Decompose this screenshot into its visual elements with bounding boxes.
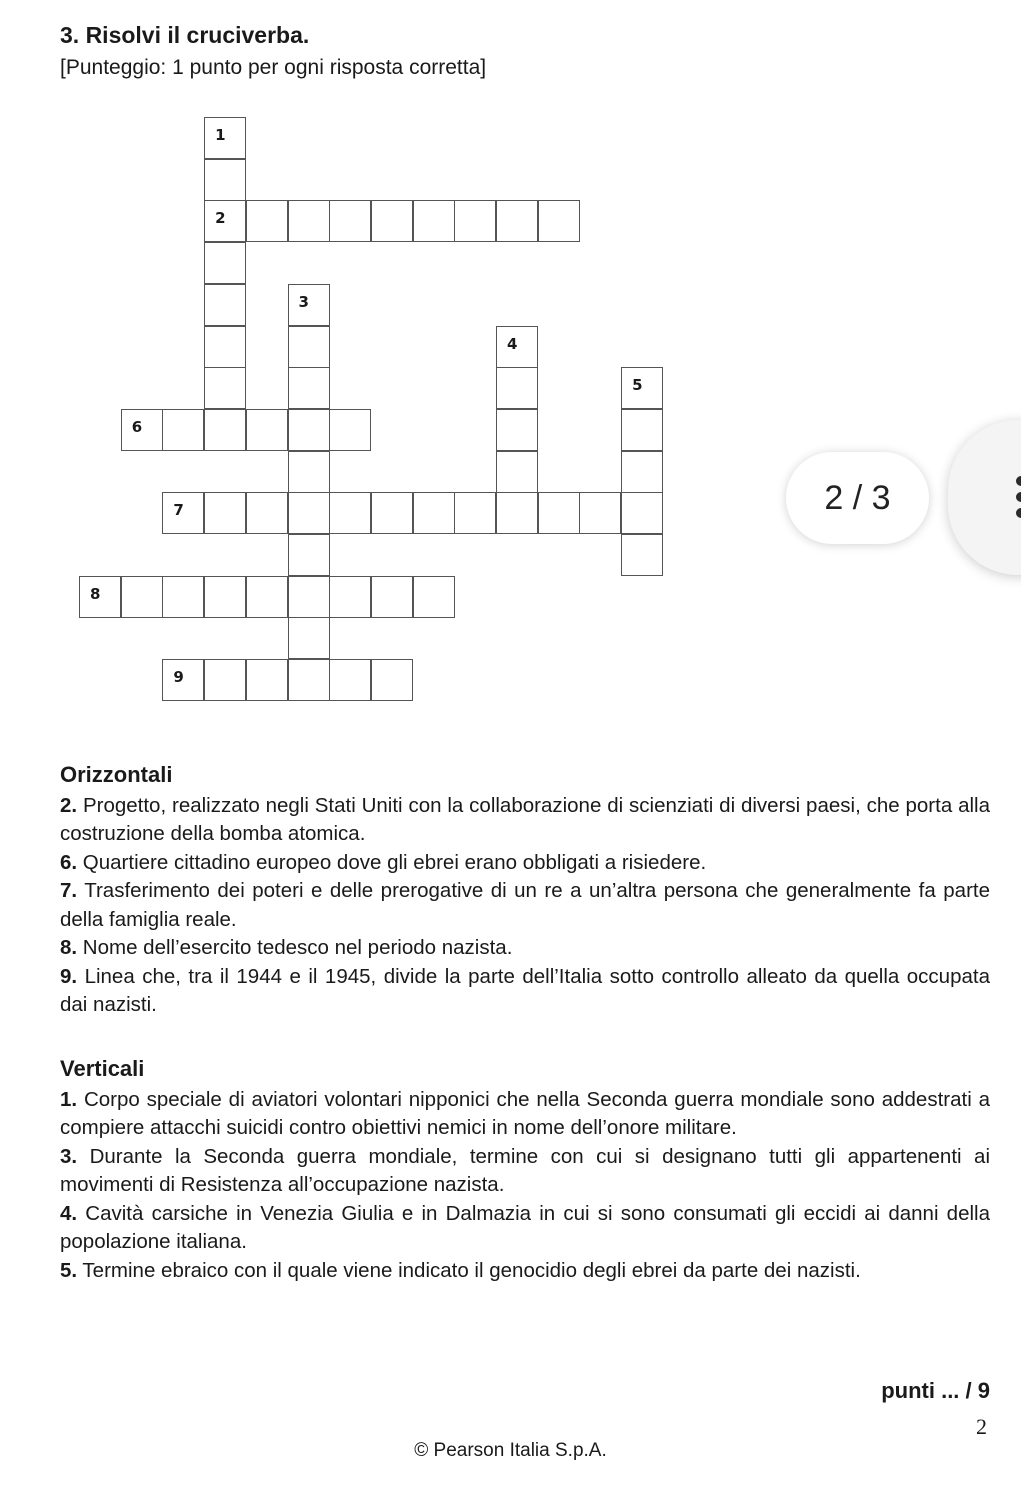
crossword-cell[interactable] bbox=[288, 326, 330, 368]
page-indicator-text: 2 / 3 bbox=[824, 478, 891, 517]
crossword-cell[interactable] bbox=[288, 576, 330, 618]
more-dot-icon bbox=[1016, 476, 1021, 486]
clue-item-number: 7. bbox=[60, 879, 78, 902]
crossword-cell[interactable] bbox=[288, 367, 330, 409]
clue-item bbox=[60, 877, 990, 934]
crossword-cell[interactable] bbox=[288, 534, 330, 576]
crossword-cell[interactable] bbox=[204, 326, 246, 368]
clue-item-number: 6. bbox=[60, 850, 78, 874]
crossword-cell[interactable] bbox=[329, 659, 371, 701]
clue-item-text: Durante la Seconda guerra mondiale, termine con cui si designano tutti gli appartenenti ai movimenti di Resistenza all’occupazione nazista. bbox=[60, 1144, 990, 1196]
copyright: © Pearson Italia S.p.A. bbox=[414, 1440, 607, 1461]
more-dot-icon bbox=[1016, 508, 1021, 518]
clue-item-text: Cavità carsiche in Venezia Giulia e in Dalmazia in cui si sono consumati gli eccidi ai danni della popolazione italiana. bbox=[60, 1201, 990, 1253]
clue-item bbox=[60, 1143, 990, 1200]
clue-item-number: 2. bbox=[60, 793, 78, 817]
crossword-cell[interactable] bbox=[204, 242, 246, 284]
clue-item-number: 5. bbox=[60, 1258, 78, 1282]
crossword-cell[interactable] bbox=[246, 659, 288, 701]
more-dot-icon bbox=[1016, 492, 1021, 502]
clue-item bbox=[60, 1257, 990, 1286]
crossword-cell[interactable] bbox=[162, 576, 204, 618]
clue-number: 9 bbox=[173, 668, 184, 687]
crossword-cell[interactable] bbox=[246, 200, 288, 242]
crossword-cell[interactable] bbox=[496, 200, 538, 242]
crossword-cell[interactable] bbox=[288, 451, 330, 493]
clue-item-number: 1. bbox=[60, 1087, 78, 1111]
crossword-cell[interactable] bbox=[538, 492, 580, 534]
down-heading: Verticali bbox=[60, 1056, 145, 1081]
crossword-cell[interactable] bbox=[204, 159, 246, 201]
crossword-cell[interactable] bbox=[246, 492, 288, 534]
clue-item-text: Nome dell’esercito tedesco nel periodo nazista. bbox=[77, 936, 513, 959]
crossword-cell[interactable] bbox=[288, 200, 330, 242]
crossword-cell[interactable] bbox=[621, 451, 663, 493]
clue-item bbox=[60, 934, 990, 963]
points-total: punti ... / 9 bbox=[881, 1378, 990, 1403]
crossword-cell[interactable] bbox=[371, 659, 413, 701]
clue-item bbox=[60, 792, 990, 849]
clue-item-text: Termine ebraico con il quale viene indicato il genocidio degli ebrei da parte dei nazisti. bbox=[77, 1258, 861, 1282]
crossword-cell[interactable] bbox=[162, 659, 204, 701]
crossword-cell[interactable] bbox=[621, 492, 663, 534]
more-options-button[interactable] bbox=[948, 420, 1021, 575]
crossword-cell[interactable] bbox=[204, 200, 246, 242]
clue-item-text: Trasferimento dei poteri e delle prerogative di un re a un’altra persona che generalmente fa parte della famiglia reale. bbox=[60, 879, 990, 931]
crossword-cell[interactable] bbox=[246, 576, 288, 618]
crossword-cell[interactable] bbox=[329, 576, 371, 618]
crossword-cell[interactable] bbox=[288, 617, 330, 659]
crossword-cell[interactable] bbox=[329, 409, 371, 451]
crossword-cell[interactable] bbox=[621, 367, 663, 409]
crossword-cell[interactable] bbox=[496, 367, 538, 409]
clue-item-number: 9. bbox=[60, 964, 78, 988]
crossword-cell[interactable] bbox=[288, 492, 330, 534]
clue-number: 7 bbox=[173, 501, 184, 520]
crossword-cell[interactable] bbox=[621, 534, 663, 576]
crossword-cell[interactable] bbox=[288, 409, 330, 451]
crossword-cell[interactable] bbox=[538, 200, 580, 242]
crossword-cell[interactable] bbox=[204, 284, 246, 326]
clue-item-number: 4. bbox=[60, 1201, 78, 1225]
crossword-cell[interactable] bbox=[246, 409, 288, 451]
clue-item-text: Corpo speciale di aviatori volontari nipponici che nella Seconda guerra mondiale sono addestrati a compiere attacchi suicidi contro obiettivi nemici in nome dell’onore militare. bbox=[60, 1087, 990, 1139]
across-heading: Orizzontali bbox=[60, 762, 173, 787]
crossword-cell[interactable] bbox=[413, 576, 455, 618]
clue-item-text: Linea che, tra il 1944 e il 1945, divide la parte dell’Italia sotto controllo alleato da quella occupata dai nazisti. bbox=[60, 964, 990, 1016]
clue-item-number: 8. bbox=[60, 936, 78, 959]
crossword-cell[interactable] bbox=[121, 576, 163, 618]
crossword-cell[interactable] bbox=[454, 200, 496, 242]
crossword-cell[interactable] bbox=[79, 576, 121, 618]
crossword-cell[interactable] bbox=[329, 492, 371, 534]
clue-item-number: 3. bbox=[60, 1144, 78, 1168]
across-list bbox=[60, 792, 990, 1020]
crossword-cell[interactable] bbox=[496, 326, 538, 368]
crossword-cell[interactable] bbox=[371, 576, 413, 618]
crossword-cell[interactable] bbox=[371, 200, 413, 242]
crossword-cell[interactable] bbox=[288, 659, 330, 701]
crossword-cell[interactable] bbox=[579, 492, 621, 534]
crossword-cell[interactable] bbox=[454, 492, 496, 534]
crossword-cell[interactable] bbox=[204, 409, 246, 451]
clue-item bbox=[60, 963, 990, 1020]
crossword-cell[interactable] bbox=[413, 492, 455, 534]
across-clues bbox=[60, 761, 990, 1020]
crossword-cell[interactable] bbox=[288, 284, 330, 326]
clue-number: 6 bbox=[131, 417, 143, 436]
clue-number: 1 bbox=[215, 126, 226, 144]
clue-number: 8 bbox=[90, 584, 101, 603]
crossword-cell[interactable] bbox=[204, 367, 246, 409]
crossword-cell[interactable] bbox=[204, 659, 246, 701]
clue-number: 5 bbox=[632, 376, 643, 395]
crossword-cell[interactable] bbox=[496, 492, 538, 534]
crossword-cell[interactable] bbox=[496, 451, 538, 493]
clue-item bbox=[60, 1200, 990, 1257]
page-number: 2 bbox=[976, 1414, 987, 1439]
clue-item-text: Progetto, realizzato negli Stati Uniti con la collaborazione di scienziati di diversi paesi, che porta alla costruzione della bomba atomica. bbox=[60, 793, 990, 845]
clue-number: 3 bbox=[298, 292, 309, 311]
crossword-cell[interactable] bbox=[121, 409, 163, 451]
crossword-cell[interactable] bbox=[204, 117, 246, 159]
scoring-note: [Punteggio: 1 punto per ogni risposta corretta] bbox=[60, 56, 487, 79]
crossword-cell[interactable] bbox=[329, 200, 371, 242]
exercise-title: 3. Risolvi il cruciverba. bbox=[60, 22, 310, 48]
crossword-cell[interactable] bbox=[162, 409, 204, 451]
crossword-cell[interactable] bbox=[413, 200, 455, 242]
clue-number: 4 bbox=[507, 334, 518, 353]
down-clues bbox=[60, 1055, 990, 1285]
crossword-cell[interactable] bbox=[371, 492, 413, 534]
crossword-cell[interactable] bbox=[204, 576, 246, 618]
crossword-cell[interactable] bbox=[204, 492, 246, 534]
clue-item-text: Quartiere cittadino europeo dove gli ebrei erano obbligati a risiedere. bbox=[77, 850, 707, 874]
clue-item bbox=[60, 849, 990, 878]
crossword-cell[interactable] bbox=[162, 492, 204, 534]
page-indicator bbox=[786, 452, 929, 544]
crossword-cell[interactable] bbox=[496, 409, 538, 451]
clue-item bbox=[60, 1086, 990, 1143]
down-list bbox=[60, 1086, 990, 1286]
clue-number: 2 bbox=[215, 209, 226, 228]
crossword-cell[interactable] bbox=[621, 409, 663, 451]
